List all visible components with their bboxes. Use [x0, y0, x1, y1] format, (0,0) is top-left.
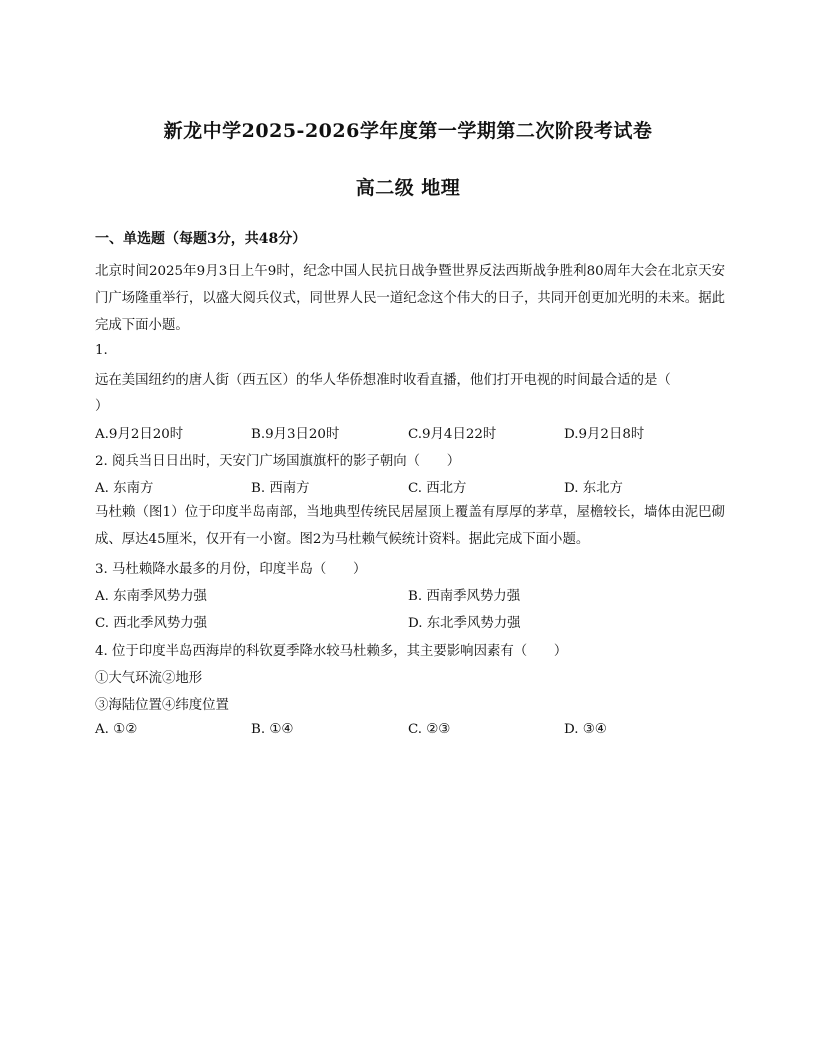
section-heading: 一、单选题（每题3分，共48分） — [95, 231, 307, 247]
question-4-stem: 4. 位于印度半岛西海岸的科钦夏季降水较马杜赖多，其主要影响因素有（ ） — [95, 644, 568, 659]
question-3-option-d: D. 东北季风势力强 — [408, 616, 521, 631]
question-2-option-a: A. 东南方 — [95, 481, 154, 496]
question-2-option-d: D. 东北方 — [564, 481, 623, 496]
question-4-factors-2: ③海陆位置④纬度位置 — [95, 698, 229, 713]
question-1-option-b: B.9月3日20时 — [251, 427, 340, 442]
question-4-option-b: B. ①④ — [251, 722, 294, 737]
question-4-option-d: D. ③④ — [564, 722, 607, 737]
question-1-number: 1. — [95, 343, 108, 358]
material-2-text: 马杜赖（图1）位于印度半岛南部，当地典型传统民居屋顶上覆盖有厚厚的茅草，屋檐较长，墙体由泥巴砌成、厚达45厘米，仅开有一小窗。图2为马杜赖气候统计资料。据此完成下面小题。 — [95, 505, 725, 547]
exam-title: 新龙中学2025-2026学年度第一学期第二次阶段考试卷 — [163, 120, 653, 142]
question-2-option-c: C. 西北方 — [408, 481, 467, 496]
material-1-text: 北京时间2025年9月3日上午9时，纪念中国人民抗日战争暨世界反法西斯战争胜利80周年大会在北京天安门广场隆重举行，以盛大阅兵仪式，同世界人民一道纪念这个伟大的日子，共同开创更加光明的未来。据此完成下面小题。 — [95, 264, 725, 333]
question-3-option-b: B. 西南季风势力强 — [408, 589, 521, 604]
question-4-option-c: C. ②③ — [408, 722, 451, 737]
exam-subtitle: 高二级 地理 — [355, 177, 461, 199]
question-3-stem: 3. 马杜赖降水最多的月份，印度半岛（ ） — [95, 562, 367, 577]
question-4-factors-1: ①大气环流②地形 — [95, 671, 203, 686]
question-1-option-c: C.9月4日22时 — [408, 427, 497, 442]
question-2-option-b: B. 西南方 — [251, 481, 310, 496]
question-2-stem: 2. 阅兵当日日出时，天安门广场国旗旗杆的影子朝向（ ） — [95, 454, 461, 469]
question-3-option-c: C. 西北季风势力强 — [95, 616, 208, 631]
question-1-stem-end: ） — [95, 399, 109, 414]
question-3-option-a: A. 东南季风势力强 — [95, 589, 207, 604]
question-1-option-d: D.9月2日8时 — [564, 427, 645, 442]
question-1-stem: 远在美国纽约的唐人街（西五区）的华人华侨想准时收看直播，他们打开电视的时间最合适的是（ — [95, 373, 671, 388]
question-4-option-a: A. ①② — [95, 722, 138, 737]
question-1-option-a: A.9月2日20时 — [95, 427, 184, 442]
